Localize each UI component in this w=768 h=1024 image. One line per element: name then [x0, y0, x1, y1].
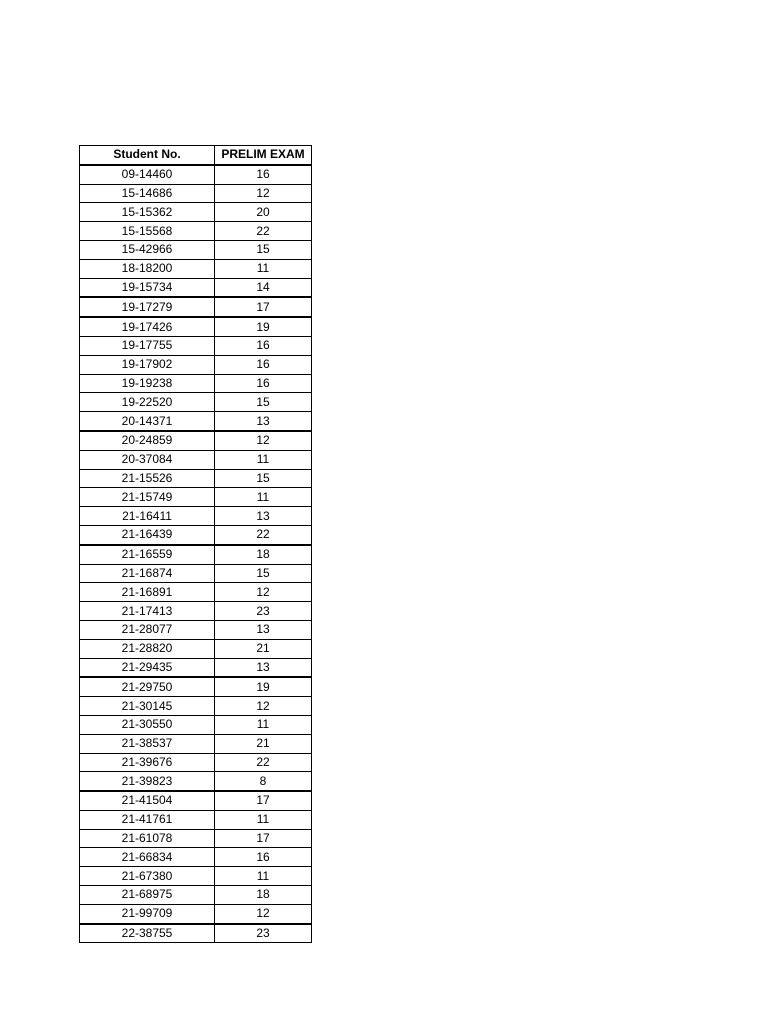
table-row — [80, 488, 312, 507]
prelim-exam-cell: 23 — [215, 602, 312, 621]
table-row — [80, 602, 312, 621]
prelim-exam-cell: 19 — [215, 317, 312, 336]
student-no-cell: 20-37084 — [80, 450, 215, 469]
table-row — [80, 753, 312, 772]
table-row — [80, 772, 312, 791]
prelim-exam-cell: 16 — [215, 355, 312, 374]
table-row — [80, 393, 312, 412]
student-no-cell: 19-15734 — [80, 278, 215, 297]
table-row — [80, 677, 312, 696]
prelim-exam-cell: 22 — [215, 753, 312, 772]
table-row — [80, 203, 312, 222]
table-row — [80, 810, 312, 829]
table-row — [80, 222, 312, 241]
prelim-exam-cell: 8 — [215, 772, 312, 791]
student-no-cell: 21-30550 — [80, 715, 215, 734]
student-no-cell: 18-18200 — [80, 259, 215, 278]
table-row — [80, 658, 312, 677]
student-no-cell: 21-16559 — [80, 545, 215, 564]
student-no-cell: 21-16439 — [80, 525, 215, 544]
prelim-exam-cell: 14 — [215, 278, 312, 297]
student-no-cell: 19-17755 — [80, 336, 215, 355]
prelim-exam-cell: 15 — [215, 564, 312, 583]
prelim-exam-cell: 11 — [215, 259, 312, 278]
table-row — [80, 848, 312, 867]
table-row — [80, 184, 312, 203]
table-row — [80, 297, 312, 317]
column-header-student-no: Student No. — [80, 146, 215, 165]
prelim-exam-cell: 13 — [215, 507, 312, 526]
prelim-exam-cell: 17 — [215, 791, 312, 810]
prelim-exam-cell: 18 — [215, 545, 312, 564]
table-row — [80, 545, 312, 564]
table-row — [80, 583, 312, 602]
student-no-cell: 19-22520 — [80, 393, 215, 412]
student-no-cell: 15-14686 — [80, 184, 215, 203]
prelim-exam-cell: 22 — [215, 525, 312, 544]
prelim-exam-cell: 11 — [215, 488, 312, 507]
student-no-cell: 15-15362 — [80, 203, 215, 222]
student-no-cell: 21-67380 — [80, 867, 215, 886]
student-no-cell: 22-38755 — [80, 924, 215, 943]
table-header-row — [80, 146, 312, 165]
prelim-exam-cell: 11 — [215, 810, 312, 829]
prelim-exam-cell: 13 — [215, 658, 312, 677]
student-no-cell: 21-61078 — [80, 829, 215, 848]
student-no-cell: 21-29435 — [80, 658, 215, 677]
prelim-exam-cell: 12 — [215, 431, 312, 450]
table-row — [80, 734, 312, 753]
prelim-exam-cell: 17 — [215, 297, 312, 317]
table-row — [80, 715, 312, 734]
student-no-cell: 21-99709 — [80, 904, 215, 923]
table-row — [80, 374, 312, 393]
student-no-cell: 21-41504 — [80, 791, 215, 810]
student-no-cell: 21-17413 — [80, 602, 215, 621]
student-no-cell: 19-17279 — [80, 297, 215, 317]
table-row — [80, 639, 312, 658]
student-no-cell: 21-66834 — [80, 848, 215, 867]
student-no-cell: 21-15526 — [80, 469, 215, 488]
student-no-cell: 09-14460 — [80, 165, 215, 184]
table-body — [80, 165, 312, 943]
student-no-cell: 21-16891 — [80, 583, 215, 602]
table-row — [80, 829, 312, 848]
prelim-exam-cell: 16 — [215, 165, 312, 184]
table-row — [80, 317, 312, 336]
table-row — [80, 924, 312, 943]
prelim-exam-cell: 13 — [215, 620, 312, 639]
table-row — [80, 886, 312, 905]
prelim-exam-cell: 11 — [215, 715, 312, 734]
table-row — [80, 697, 312, 716]
prelim-exam-cell: 15 — [215, 240, 312, 259]
student-no-cell: 19-17426 — [80, 317, 215, 336]
table-row — [80, 620, 312, 639]
prelim-exam-cell: 16 — [215, 336, 312, 355]
prelim-exam-cell: 23 — [215, 924, 312, 943]
prelim-exam-cell: 11 — [215, 867, 312, 886]
student-no-cell: 21-28077 — [80, 620, 215, 639]
table-row — [80, 165, 312, 184]
student-no-cell: 21-15749 — [80, 488, 215, 507]
prelim-exam-cell: 22 — [215, 222, 312, 241]
prelim-exam-cell: 12 — [215, 184, 312, 203]
prelim-exam-cell: 11 — [215, 450, 312, 469]
student-no-cell: 15-15568 — [80, 222, 215, 241]
table-row — [80, 450, 312, 469]
prelim-exam-cell: 15 — [215, 469, 312, 488]
table-row — [80, 867, 312, 886]
prelim-exam-cell: 12 — [215, 583, 312, 602]
student-no-cell: 21-16874 — [80, 564, 215, 583]
table-row — [80, 259, 312, 278]
table-row — [80, 412, 312, 431]
table-row — [80, 525, 312, 544]
column-header-prelim-exam: PRELIM EXAM — [215, 146, 312, 165]
prelim-exam-cell: 21 — [215, 734, 312, 753]
prelim-exam-cell: 12 — [215, 697, 312, 716]
prelim-exam-cell: 19 — [215, 677, 312, 696]
grades-table — [79, 145, 312, 943]
student-no-cell: 21-41761 — [80, 810, 215, 829]
prelim-exam-cell: 16 — [215, 848, 312, 867]
student-no-cell: 20-14371 — [80, 412, 215, 431]
student-no-cell: 21-29750 — [80, 677, 215, 696]
prelim-exam-cell: 16 — [215, 374, 312, 393]
student-no-cell: 19-17902 — [80, 355, 215, 374]
prelim-exam-cell: 20 — [215, 203, 312, 222]
table-row — [80, 240, 312, 259]
table-row — [80, 904, 312, 923]
prelim-exam-cell: 15 — [215, 393, 312, 412]
student-no-cell: 21-39676 — [80, 753, 215, 772]
student-no-cell: 20-24859 — [80, 431, 215, 450]
prelim-exam-cell: 13 — [215, 412, 312, 431]
table-row — [80, 355, 312, 374]
student-no-cell: 21-28820 — [80, 639, 215, 658]
student-no-cell: 21-68975 — [80, 886, 215, 905]
student-no-cell: 21-16411 — [80, 507, 215, 526]
table-row — [80, 791, 312, 810]
table-row — [80, 431, 312, 450]
student-no-cell: 21-38537 — [80, 734, 215, 753]
student-no-cell: 21-39823 — [80, 772, 215, 791]
prelim-exam-cell: 12 — [215, 904, 312, 923]
table-row — [80, 278, 312, 297]
prelim-exam-cell: 18 — [215, 886, 312, 905]
table-row — [80, 564, 312, 583]
student-no-cell: 19-19238 — [80, 374, 215, 393]
prelim-exam-cell: 21 — [215, 639, 312, 658]
table-row — [80, 507, 312, 526]
student-no-cell: 15-42966 — [80, 240, 215, 259]
student-no-cell: 21-30145 — [80, 697, 215, 716]
table-row — [80, 469, 312, 488]
prelim-exam-cell: 17 — [215, 829, 312, 848]
table-row — [80, 336, 312, 355]
